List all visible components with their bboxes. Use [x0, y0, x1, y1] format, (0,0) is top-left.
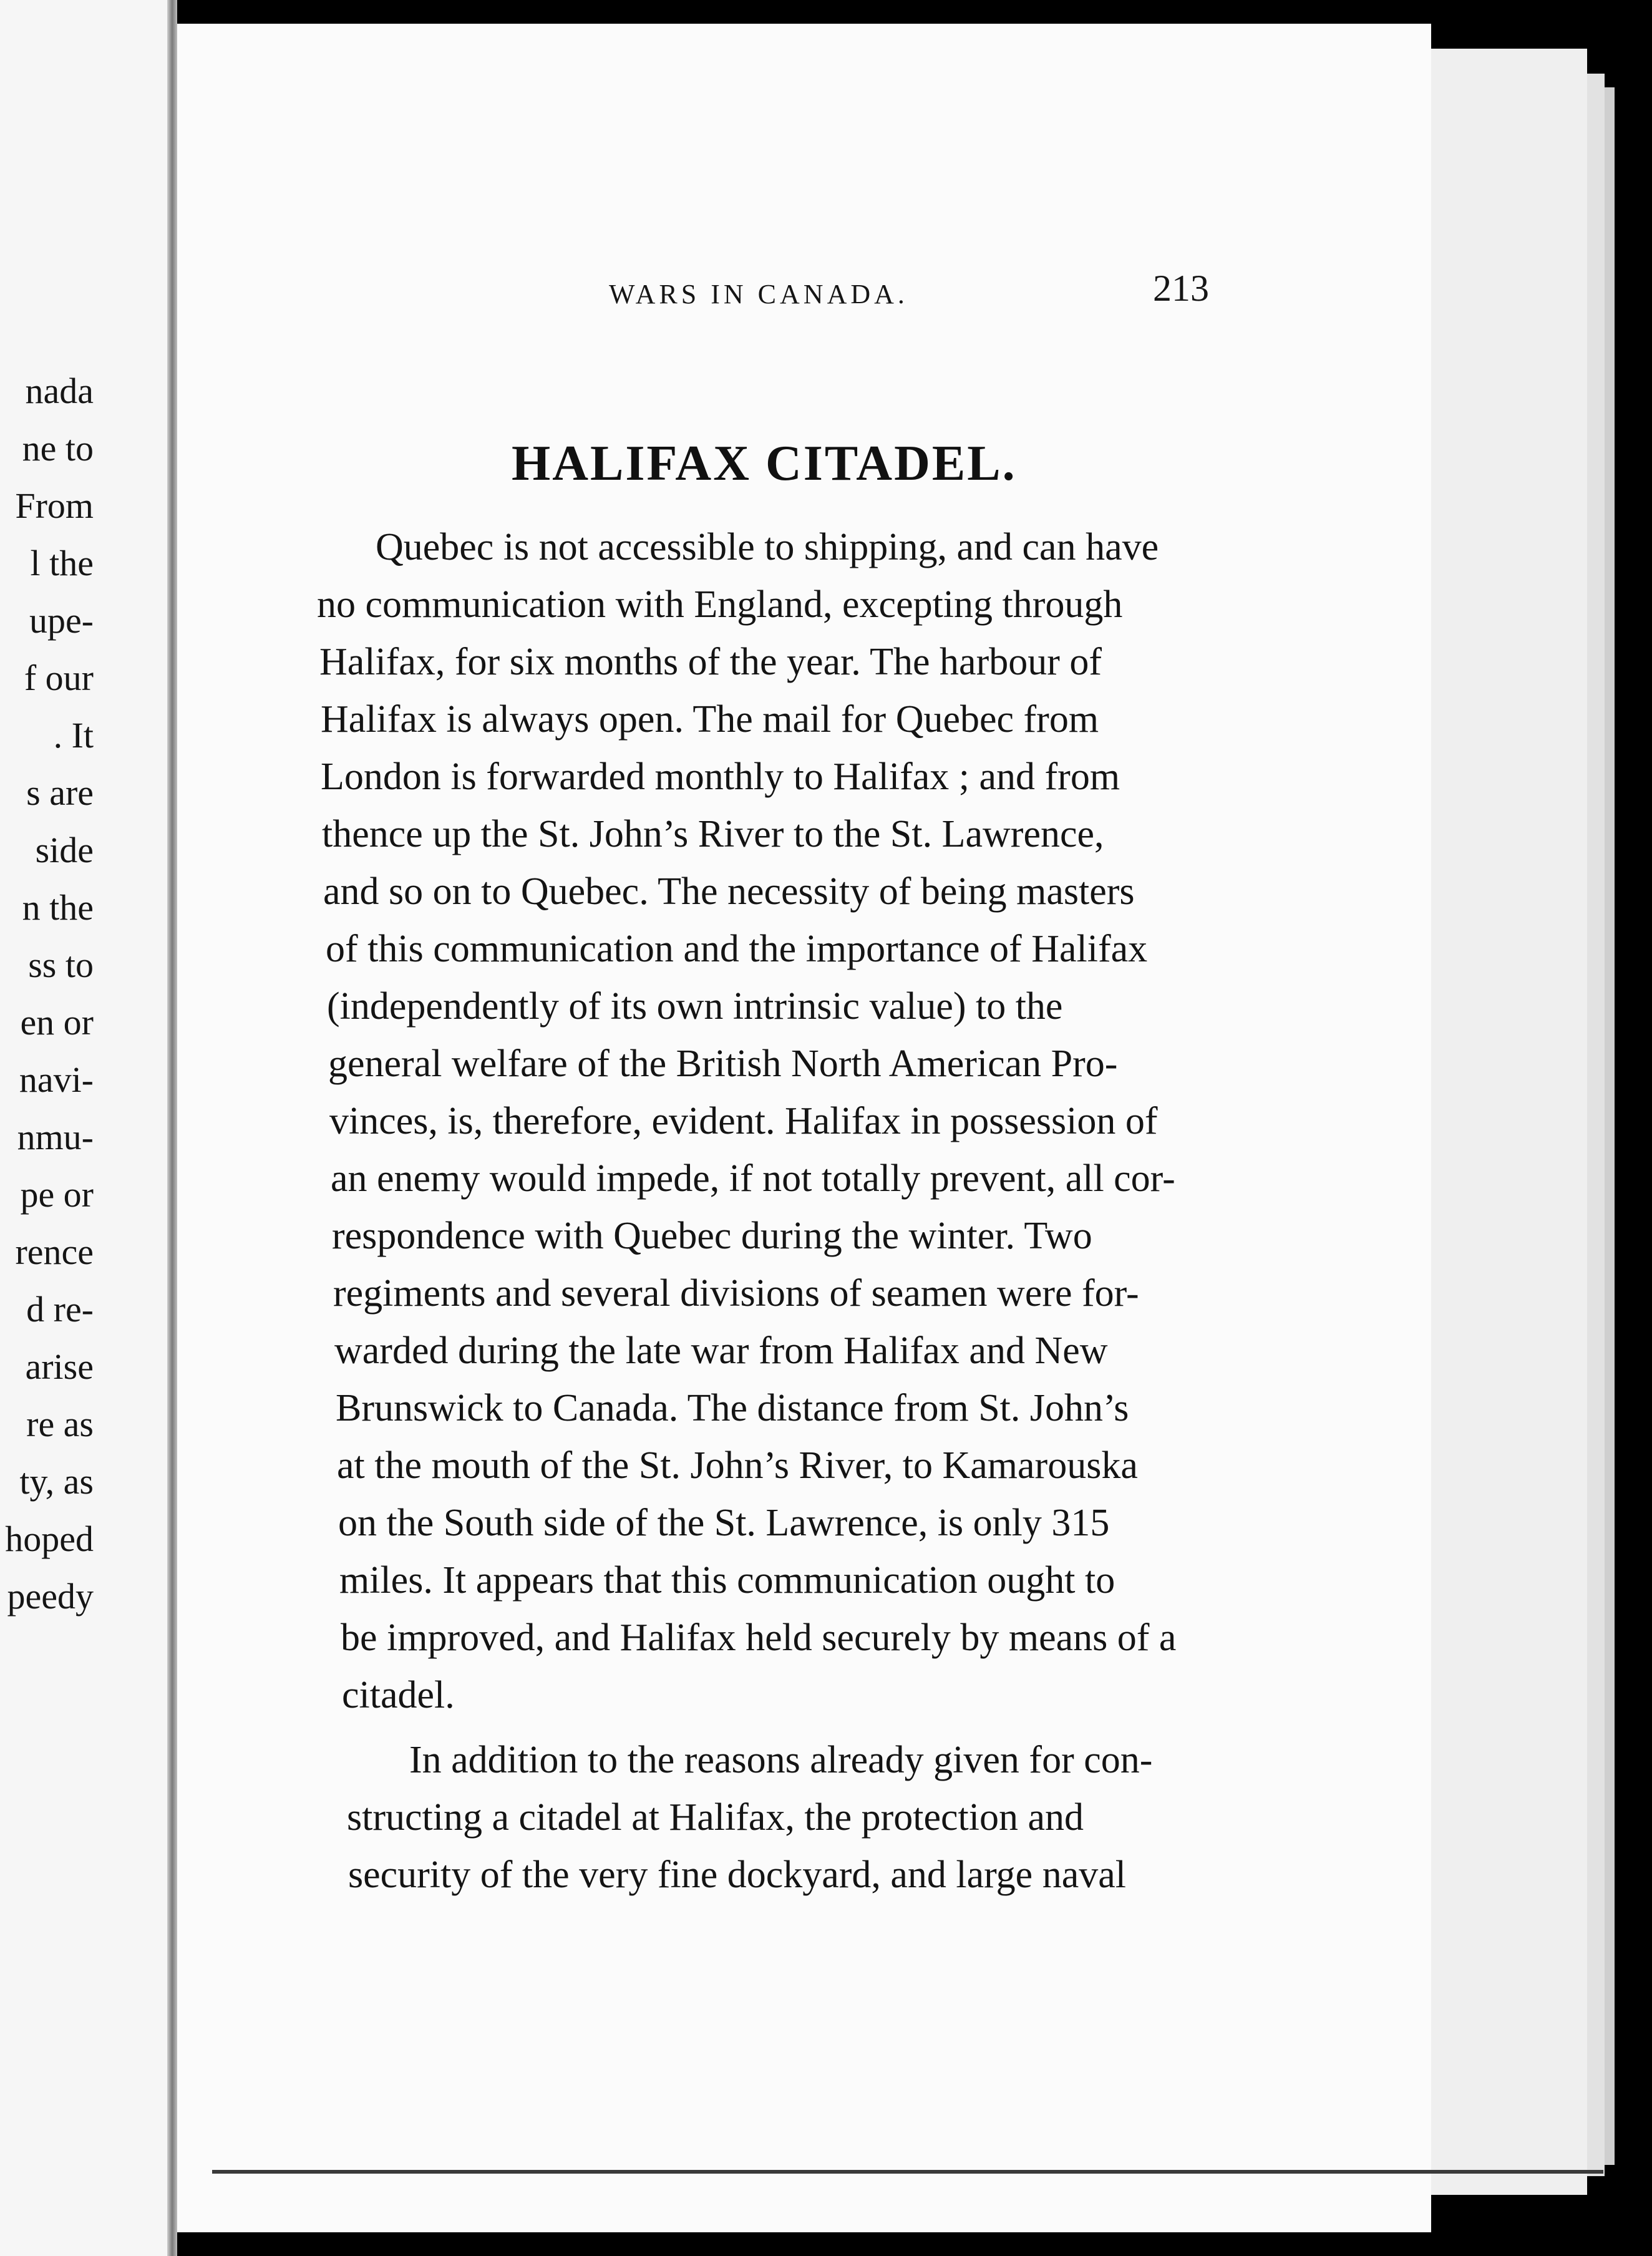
book-gutter [167, 0, 177, 2256]
text-line: be improved, and Halifax held securely by means of a [341, 1617, 1177, 1659]
previous-page-line: arise [25, 1346, 94, 1387]
text-line: an enemy would impede, if not totally prevent, all cor- [331, 1157, 1175, 1200]
text-line: Halifax is always open. The mail for Quebec from [321, 698, 1099, 741]
text-line: security of the very fine dockyard, and large naval [348, 1854, 1126, 1896]
text-line: London is forwarded monthly to Halifax ; and from [321, 756, 1120, 798]
previous-page-line: nada [25, 371, 94, 411]
previous-page-line: side [35, 830, 94, 870]
page-stack-edge [1431, 49, 1587, 2195]
page-stack-edge [1587, 74, 1605, 2176]
previous-page-line: ss to [28, 945, 94, 985]
previous-page-line: l the [30, 543, 94, 583]
previous-page-line: ty, as [19, 1461, 94, 1502]
previous-page-line: nmu- [17, 1117, 94, 1157]
running-head: WARS IN CANADA. [609, 279, 908, 309]
text-line: no communication with England, excepting through [317, 583, 1123, 626]
page-stack-edge [1605, 87, 1615, 2165]
previous-page-line: peedy [7, 1576, 94, 1617]
previous-page-line: d re- [26, 1289, 94, 1330]
page-bottom-edge [212, 2170, 1603, 2174]
text-line: Quebec is not accessible to shipping, and can have [376, 526, 1159, 568]
text-line: warded during the late war from Halifax and New [334, 1330, 1108, 1372]
text-line: of this communication and the importance of Halifax [326, 928, 1148, 970]
text-line: thence up the St. John’s River to the St. Lawrence, [322, 813, 1104, 855]
text-line: citadel. [342, 1674, 455, 1716]
previous-page-line: n the [22, 887, 94, 928]
chapter-heading: HALIFAX CITADEL. [512, 436, 1017, 491]
previous-page-line: . It [53, 715, 94, 756]
text-line: regiments and several divisions of seamen were for- [333, 1272, 1139, 1315]
text-line: structing a citadel at Halifax, the protection and [347, 1796, 1084, 1839]
previous-page-line: navi- [19, 1059, 94, 1100]
previous-page-line: re as [26, 1404, 94, 1444]
text-line: respondence with Quebec during the winter. Two [332, 1215, 1092, 1257]
previous-page-line: s are [26, 772, 94, 813]
text-line: at the mouth of the St. John’s River, to Kamarouska [337, 1444, 1138, 1487]
page-number: 213 [1153, 268, 1209, 309]
previous-page [0, 0, 167, 2256]
text-line: miles. It appears that this communication ought to [339, 1559, 1115, 1602]
text-line: (independently of its own intrinsic value) to the [327, 985, 1063, 1028]
previous-page-text [0, 0, 94, 2256]
text-line: vinces, is, therefore, evident. Halifax in possession of [329, 1100, 1158, 1142]
previous-page-line: From [15, 485, 94, 526]
text-line: and so on to Quebec. The necessity of being masters [323, 870, 1135, 913]
previous-page-line: upe- [29, 600, 94, 641]
text-line: In addition to the reasons already given for con- [409, 1739, 1153, 1781]
previous-page-line: en or [20, 1002, 94, 1043]
text-line: Halifax, for six months of the year. The harbour of [319, 641, 1102, 683]
text-line: Brunswick to Canada. The distance from St. John’s [336, 1387, 1129, 1429]
previous-page-line: pe or [20, 1174, 94, 1215]
text-line: on the South side of the St. Lawrence, is only 315 [338, 1502, 1110, 1544]
text-line: general welfare of the British North American Pro- [328, 1043, 1118, 1085]
previous-page-line: hoped [5, 1519, 94, 1559]
previous-page-line: f our [24, 658, 94, 698]
previous-page-line: ne to [22, 428, 94, 469]
previous-page-line: rence [15, 1232, 94, 1272]
